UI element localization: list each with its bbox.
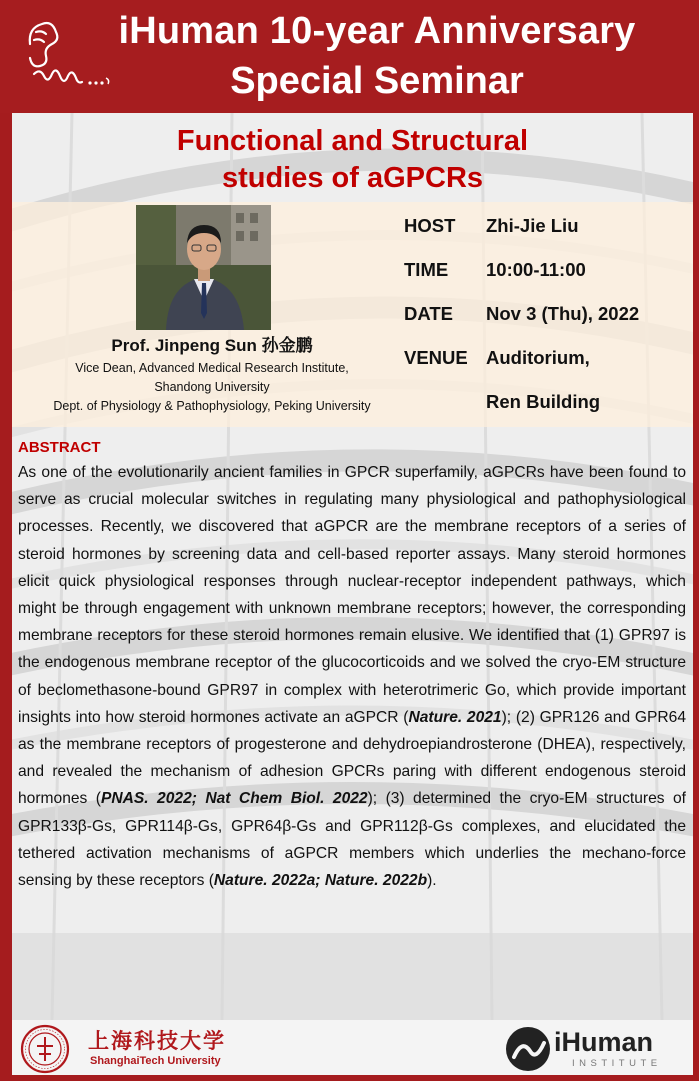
shanghaitech-english-name: ShanghaiTech University [90,1055,221,1067]
venue-value-line1: Auditorium, [486,347,590,368]
header-banner [0,0,699,113]
speaker-name: Prof. Jinpeng Sun 孙金鹏 [111,336,313,355]
time-value: 10:00-11:00 [486,259,586,280]
speaker-photo [136,205,271,330]
host-value: Zhi-Jie Liu [486,215,579,236]
abstract-part-2: ); (2) GPR126 and GPR64 as the membrane receptors of progesterone and dehydroepiandrosterone (DHEA), respectively, and revealed the mechanism of adhesion GPCRs paring with different endogenous steroid hormones ( [18,708,687,808]
talk-title-line2: studies of aGPCRs [221,162,484,194]
date-value: Nov 3 (Thu), 2022 [486,303,640,324]
abstract-heading: ABSTRACT [18,439,101,456]
abstract-text [18,459,686,894]
footer-logos [12,1020,693,1075]
venue-value-line2: Ren Building [486,391,601,412]
citation-1: Nature. 2021 [408,708,502,726]
abstract-part-1: As one of the evolutionarily ancient families in GPCR superfamily, aGPCRs have been found to serve as crucial molecular switches in regulating many physiological and pathophysiological processes. Recently, we discovered that aGPCR are the membrane receptors of a series of steroid hormones by screening data and cell-based reporter assays. Many steroid hormones elicit quick physiological responses through nuclear-receptor independent pathways, which might be through engagement with unknown membrane receptors; however, the corresponding membrane receptors for these steroid hormones remain elusive. We identified that (1) GPR97 is the endogenous membrane receptor of the glucocorticoids and we solved the cryo-EM structure of beclomethasone-bound GPR97 in complex with heterotrimeric Go, which provide important insights into how steroid hormones activate an aGPCR ( [18,464,686,726]
abstract-part-3: ); (3) determined the cryo-EM structures of GPR133β-Gs, GPR114β-Gs, GPR64β-Gs and GPR112β-Gs complexes, and elucidated the tethered activation mechanisms of aGPCR members which underlies the mechano-force sensing by these receptors ( [18,790,686,890]
time-label: TIME [404,259,449,280]
citation-2: PNAS. 2022; Nat Chem Biol. 2022 [100,790,368,808]
venue-label: VENUE [404,347,468,368]
ihuman-mark-icon [504,1025,552,1073]
date-label: DATE [404,303,453,324]
talk-title [12,123,693,197]
ihuman-institute-label: INSTITUTE [572,1058,662,1069]
content-panel [12,113,693,1020]
speaker-affiliation-line3: Dept. of Physiology & Pathophysiology, Peking University [53,399,371,413]
event-subtitle: Special Seminar [230,60,524,102]
shanghaitech-seal-icon [20,1024,70,1074]
shanghaitech-chinese-name: 上海科技大学 [88,1028,226,1053]
host-label: HOST [404,215,456,236]
event-title: iHuman 10-year Anniversary [118,10,636,52]
ihuman-wordmark: iHuman [554,1027,654,1057]
speaker-affiliation-line2: Shandong University [154,380,270,394]
talk-title-line1: Functional and Structural [176,125,529,157]
speaker-affiliation-line1: Vice Dean, Advanced Medical Research Institute, [75,361,349,375]
citation-3: Nature. 2022a; Nature. 2022b [213,872,428,890]
abstract-part-4: ). [427,872,437,890]
